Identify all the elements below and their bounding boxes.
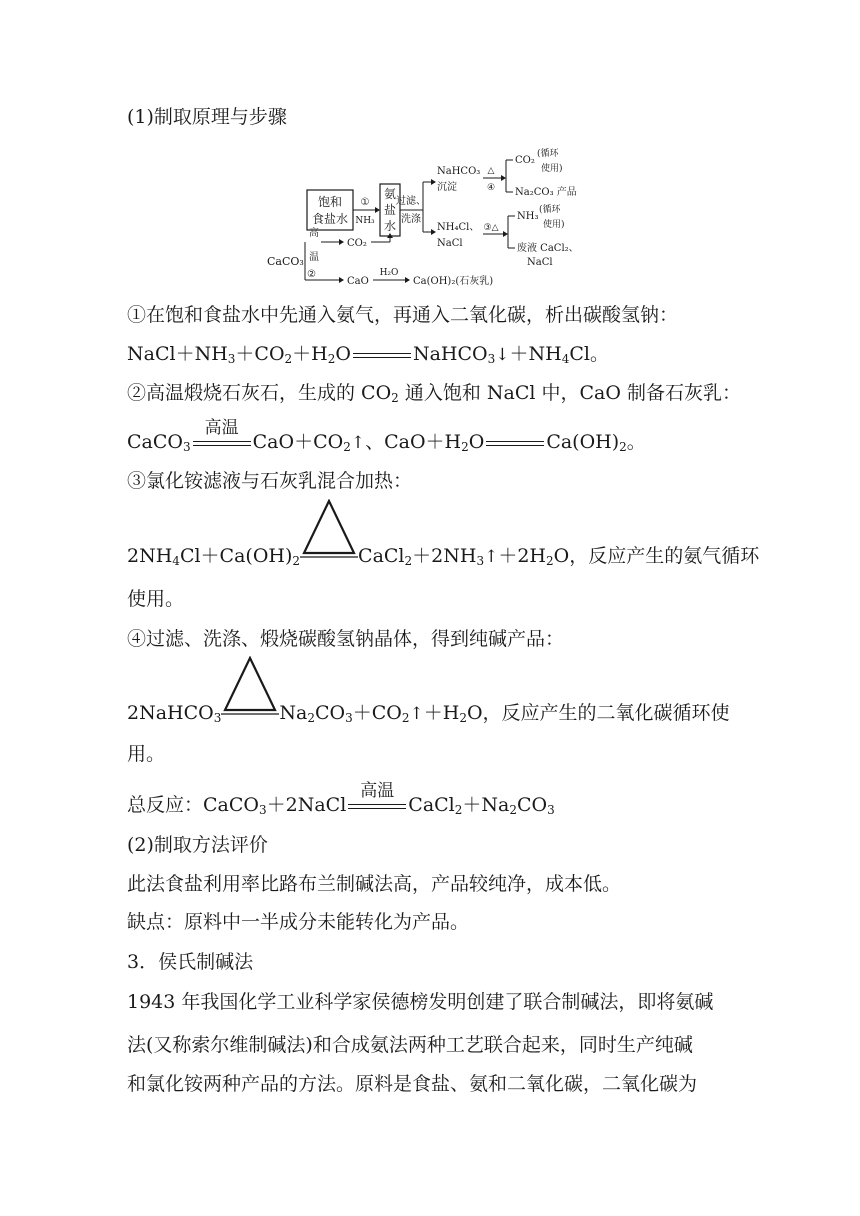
co2-output: CO₂ xyxy=(515,155,535,166)
gao-label: 高 xyxy=(309,228,319,239)
co2-from-caco3: CO₂ xyxy=(347,238,367,249)
hou-paragraph-line-2: 法(又称索尔维制碱法)和合成氨法两种工艺联合起来，同时生产纯碱 xyxy=(127,1034,693,1056)
step1-number: ① xyxy=(360,197,370,208)
high-temp-condition: 高温 xyxy=(346,792,408,818)
hou-paragraph-line-3: 和氯化铵两种产品的方法。原料是食盐、氨和二氧化碳，二氧化碳为 xyxy=(127,1073,698,1095)
nahco3-label: NaHCO₃ xyxy=(437,166,481,177)
step4-number: ④ xyxy=(486,183,496,193)
recycle1-label-1: (循环 xyxy=(537,149,559,159)
nh3-output: NH₃ xyxy=(517,211,539,222)
step1-equation: $NaCl+NH_3+CO_2+H_2O$ $NaHCO_3↓+NH_4Cl$。 xyxy=(127,343,609,366)
filter-label-2: 洗涤 xyxy=(401,214,421,225)
double-bar-sign xyxy=(484,429,546,455)
cao-label: CaO xyxy=(347,276,369,287)
step2-equation: CaCO$_3$ 高温 $CaO+CO_2↑$、$CaO+H_2O$ $Ca(OH)_2$。 xyxy=(127,418,646,454)
step3-text: ③氯化铵滤液与石灰乳混合加热： xyxy=(127,470,413,492)
box1-label-2: 食盐水 xyxy=(311,212,349,226)
disadvantage-text: 缺点：原料中一半成分未能转化为产品。 xyxy=(127,911,470,933)
hou-paragraph-line-1: 1943 年我国化学工业科学家侯德榜发明创建了联合制碱法，即将氨碱 xyxy=(127,991,714,1013)
heat-triangle-icon xyxy=(221,700,279,726)
step4-text: ④过滤、洗涤、煅烧碳酸氢钠晶体，得到纯碱产品： xyxy=(127,628,565,650)
step3-continued: 使用。 xyxy=(127,588,185,610)
section-title-1: (1)制取原理与步骤 xyxy=(127,106,287,128)
na2co3-product: Na₂CO₃ 产品 xyxy=(515,187,577,198)
wen-label: 温 xyxy=(309,252,319,263)
recycle1-label-2: 使用) xyxy=(541,164,563,174)
step1-reagent: NH₃ xyxy=(355,216,375,226)
process-flow-diagram xyxy=(265,142,605,292)
step3-label: ③△ xyxy=(483,223,499,233)
section-title-3: 3．侯氏制碱法 xyxy=(127,951,254,973)
evaluation-text: 此法食盐利用率比路布兰制碱法高，产品较纯净，成本低。 xyxy=(127,873,622,895)
precipitate-label: 沉淀 xyxy=(437,182,457,193)
waste-label-2: NaCl xyxy=(527,257,553,268)
step2-text: ②高温煅烧石灰石，生成的 $CO_2$ 通入饱和 NaCl 中，CaO 制备石灰乳： xyxy=(127,382,741,405)
double-bar-sign xyxy=(351,341,413,367)
step4-continued: 用。 xyxy=(127,743,166,765)
recycle2-label-2: 使用) xyxy=(543,220,565,230)
box2-label-1: 氨 xyxy=(383,187,397,201)
step2-number: ② xyxy=(307,269,316,280)
nh4cl-label: NH₄Cl、 xyxy=(437,222,480,233)
heat-triangle-icon xyxy=(300,543,358,569)
nacl-label: NaCl xyxy=(437,238,463,249)
step1-text: ①在饱和食盐水中先通入氨气，再通入二氧化碳，析出碳酸氢钠： xyxy=(127,304,679,326)
step4-equation: 2NaHCO$_3$ $Na_2CO_3+CO_2↑+H_2O$，反应产生的二氧化碳循环使 xyxy=(127,700,730,727)
box2-label-3: 水 xyxy=(383,219,397,233)
box2-label-2: 盐 xyxy=(383,203,397,217)
filter-label-1: 过滤、 xyxy=(396,196,426,207)
lime-milk-label: Ca(OH)₂(石灰乳) xyxy=(413,276,494,287)
h2o-label: H₂O xyxy=(379,268,399,278)
box1-label-1: 饱和 xyxy=(317,195,343,209)
high-temp-condition: 高温 xyxy=(191,429,253,455)
total-reaction: 总反应：CaCO$_3$＋2NaCl 高温 $CaCl_2+Na_2CO_3$ xyxy=(127,781,555,817)
recycle2-label-1: (循环 xyxy=(539,205,561,215)
heat-symbol: △ xyxy=(487,166,495,176)
waste-label-1: 废液 CaCl₂、 xyxy=(517,243,579,254)
caco3-label: CaCO₃ xyxy=(267,255,304,268)
step3-equation: $2NH_4Cl+Ca(OH)_2$ $CaCl_2+2NH_3↑+2H_2O$，反应产生的氨气循环 xyxy=(127,543,759,570)
section-title-2: (2)制取方法评价 xyxy=(127,834,268,856)
